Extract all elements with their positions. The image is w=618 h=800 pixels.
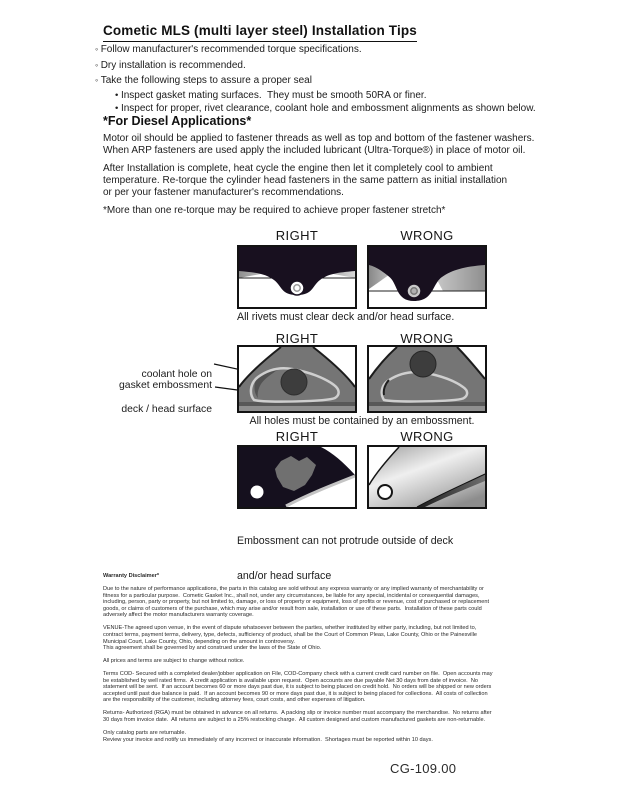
legal-line: adversely affect the motor manufacturers warranty coverage. bbox=[103, 612, 254, 619]
paragraph-line: When ARP fasteners are used apply the included lubricant (Ultra-Torque®) in place of motor oil. bbox=[103, 144, 526, 156]
gasket-embossment-annotation: gasket embossment bbox=[119, 380, 212, 391]
legal-line: Review your invoice and notify us immediately of any incorrect or inaccurate information. Shortages must be reported within 10 days. bbox=[103, 736, 433, 743]
diagram-row-rivets bbox=[0, 228, 618, 328]
legal-line: including, person, party or property, but not limited to, damage, or loss of property or equipment, loss of profits or revenue, cost of purchased or replacement bbox=[103, 599, 490, 606]
legal-paragraph bbox=[103, 658, 521, 665]
sub-tips-list bbox=[115, 89, 555, 115]
legal-line: accepted until past due balance is paid. If an account becomes 90 or more days past due, it is subject to being placed for collections. All costs of collection bbox=[103, 690, 488, 697]
protrusion-right-diagram bbox=[237, 445, 357, 509]
legal-line: Municipal Court, Lake County, Ohio, depending on the amount in controversy. bbox=[103, 638, 295, 645]
annotation-line: coolant hole on bbox=[141, 369, 212, 380]
wrong-label: WRONG bbox=[400, 228, 454, 243]
legal-line: All prices and terms are subject to change without notice. bbox=[103, 658, 245, 665]
legal-line: Returns- Authorized (RGA) must be obtained in advance on all returns. A packing slip or invoice number must accompany the merchandise. No returns after bbox=[103, 710, 492, 717]
legal-paragraph bbox=[103, 586, 521, 619]
annotation-line: deck / head surface bbox=[121, 403, 212, 415]
bullet-item: ◦ Follow manufacturer's recommended torque specifications. bbox=[95, 42, 555, 58]
legal-line: statement will be sent. If an account becomes 60 or more days past due, it is subject to being placed on credit hold. No orders will be shipped or new orders bbox=[103, 684, 492, 691]
legal-line: VENUE-The agreed upon venue, in the event of dispute whatsoever between the parties, whether instituted by either party, including, but not limited to, bbox=[103, 625, 477, 632]
legal-paragraph bbox=[103, 671, 521, 704]
diesel-paragraph-2 bbox=[103, 163, 507, 198]
right-label: RIGHT bbox=[275, 228, 319, 243]
paragraph-line: or per your fastener manufacturer's recommendations. bbox=[103, 186, 344, 198]
legal-line: are the responsibility of the customer, including attorney fees, court costs, and other expenses of litigation. bbox=[103, 697, 366, 704]
holes-caption: All holes must be contained by an embossment. bbox=[249, 415, 475, 427]
wrong-label: WRONG bbox=[400, 331, 454, 346]
right-label: RIGHT bbox=[275, 429, 319, 444]
bullet-item: ◦ Dry installation is recommended. bbox=[95, 58, 555, 74]
tips-list bbox=[95, 42, 555, 115]
paragraph-line: Motor oil should be applied to fastener threads as well as top and bottom of the fastener washers. bbox=[103, 133, 535, 144]
page-code: CG-109.00 bbox=[390, 761, 457, 776]
paragraph-line: temperature. Re-torque the cylinder head fasteners in the same pattern as initial installation bbox=[103, 174, 508, 186]
diesel-paragraph-1 bbox=[103, 133, 534, 157]
rivet-clearance-wrong-diagram bbox=[367, 245, 487, 309]
rivet-clearance-right-diagram bbox=[237, 245, 357, 309]
legal-line: fitness for a particular purpose. Cometic Gasket Inc., shall not, under any circumstances, be liable for any special, incidental or consequential damages, bbox=[103, 592, 480, 599]
legal-line: Only catalog parts are returnable. bbox=[103, 730, 187, 737]
legal-paragraph bbox=[103, 625, 521, 651]
wrong-label: WRONG bbox=[400, 429, 454, 444]
bullet-item: ◦ Take the following steps to assure a proper seal bbox=[95, 73, 555, 89]
legal-line: Terms COD- Secured with a completed dealer/jobber application on File, COD-Company check with a current credit card number on file. Open accounts may bbox=[103, 671, 493, 678]
legal-line: be established by well rated firms. A credit application is available upon request. Open accounts are due payable Net 30 days from date of invoice. No bbox=[103, 677, 478, 684]
legal-line: Due to the nature of performance applications, the parts in this catalog are sold without any express warranty or any implied warranty of merchantability or bbox=[103, 585, 484, 592]
coolant-hole-right-diagram bbox=[237, 345, 357, 413]
diagram-row-holes bbox=[0, 330, 618, 432]
legal-line: 30 days from invoice date. All returns are subject to a 25% restocking charge. All custom designed and custom manufactured gaskets are non-returnable. bbox=[103, 717, 486, 724]
diesel-heading: *For Diesel Applications* bbox=[103, 114, 252, 128]
sub-bullet-item: • Inspect for proper, rivet clearance, coolant hole and embossment alignments as shown below. bbox=[115, 102, 555, 115]
right-label: RIGHT bbox=[275, 331, 319, 346]
warranty-heading: Warranty Disclaimer* bbox=[103, 573, 160, 579]
legal-paragraph bbox=[103, 730, 521, 743]
legal-line: contract terms, payment terms, delivery, type, defects, sufficiency of product, shall be the Court of Common Pleas, Lake County, Ohio or the Painesville bbox=[103, 631, 478, 638]
caption-line: Embossment can not protrude outside of deck bbox=[237, 534, 454, 547]
caption-line: and/or head surface bbox=[237, 569, 332, 582]
legal-paragraph bbox=[103, 710, 521, 723]
paragraph-line: After Installation is complete, heat cycle the engine then let it completely cool to ambient bbox=[103, 163, 493, 174]
coolant-hole-wrong-diagram bbox=[367, 345, 487, 413]
protrusion-wrong-diagram bbox=[367, 445, 487, 509]
rivets-caption: All rivets must clear deck and/or head surface. bbox=[237, 311, 455, 323]
legal-line: This agreement shall be governed by and construed under the laws of the State of Ohio. bbox=[103, 645, 322, 652]
legal-section bbox=[103, 569, 521, 750]
retorque-note: *More than one re-torque may be required to achieve proper fastener stretch* bbox=[103, 205, 446, 216]
legal-line: goods, or claims of customers of the purchase, which may arise and/or result from sale, installation or use of these parts. Installation of these parts could bbox=[103, 605, 482, 612]
page-title: Cometic MLS (multi layer steel) Installation Tips bbox=[103, 23, 417, 42]
sub-bullet-item: • Inspect gasket mating surfaces. They must be smooth 50RA or finer. bbox=[115, 89, 555, 102]
